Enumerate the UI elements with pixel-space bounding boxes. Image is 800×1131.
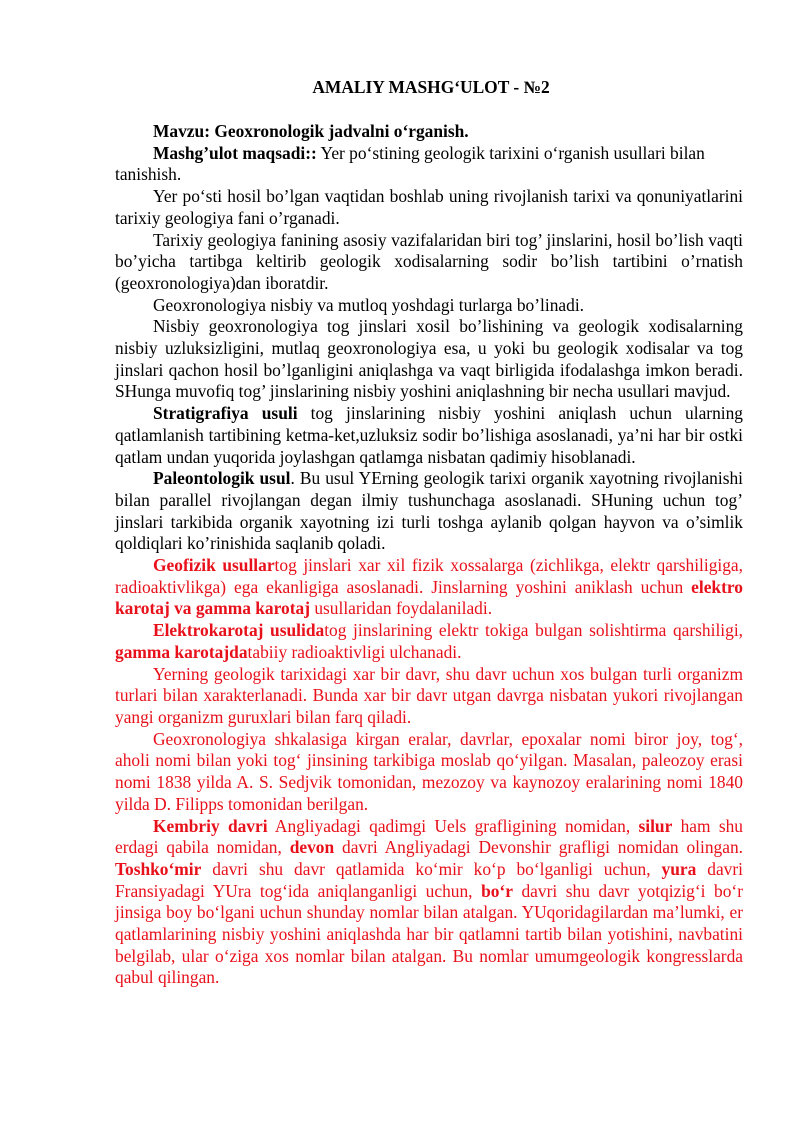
paragraph-periods: Yerning geologik tarixidagi xar bir davr, shu davr uchun xos bulgan turli organizm turlari bilan xarakterlanadi. Bunda xar bir davr utgan davrga nisbatan yukori rivojlangan yangi organizm guruxlari bilan farq qiladi. (115, 663, 743, 727)
stratigraphy-text: tog jinslarining nisbiy yoshini aniqlash uchun ularning qatlamlanish tartibining ketma-ket,uzluksiz sodir bo’lishiga asoslanadi, ya’ni har bir ostki qatlam undan yuqorida joylashgan qatlamga nisbatan qadimiy hisoblanadi. (115, 403, 743, 467)
carboniferous-term: Toshko‘mir (115, 858, 202, 879)
jurassic-term: yura (661, 858, 697, 879)
page-title: AMALIY MASHG‘ULOT - №2 (312, 77, 550, 97)
cambrian-term: Kembriy davri (153, 815, 268, 836)
goal-paragraph (115, 143, 743, 186)
geophysics-term: Geofizik usullar (153, 555, 275, 576)
period-text-3: davri Angliyadagi Devonshir grafligi nomidan olingan. (334, 837, 743, 858)
period-text-1: Angliyadagi qadimgi Uels grafligining nomidan, (267, 815, 639, 836)
geophysics-text-end: usullaridan foydalaniladi. (309, 598, 493, 619)
goal-colon: : (311, 142, 317, 163)
paragraph-scale: Geoxronologiya shkalasiga kirgan eralar, davrlar, epoxalar nomi biror joy, tog‘, aholi nomi bilan yoki tog‘ jinsining tarkibiga moslab qo‘yilgan. Masalan, paleozoy erasi nomi 1838 yilda A. S. Sedjvik tomonidan, mezozoy va kaynozoy eralarining nomi 1840 yilda D. Filipps tomonidan berilgan. (115, 728, 743, 814)
paragraph-relative: Nisbiy geoxronologiya tog jinslari xosil bo’lishining va geologik xodisalarning nisbiy uzluksizligini, mutlaq geoxronologiya esa, u yoki bu geologik xodisalar va tog jinslari qachon hosil bo’lganligini aniqlashga va vaqt birligida ifodalashga imkon beradi. SHunga muvofiq tog’ jinslarining nisbiy yoshini aniqlashning bir necha usullari mavjud. (115, 316, 743, 402)
paragraph-paleontology (115, 468, 743, 555)
paragraph-period-names (115, 816, 743, 990)
gamma-logging-term: gamma karotajda (115, 641, 248, 662)
geophysics-text: tog jinslari xar xil fizik xossalarga (zichlikga, elektr qarshiligiga, radioaktivlikga) ega ekanligiga asoslanadi. Jinslarning yoshini aniklash uchun (115, 555, 743, 597)
paleontology-term: Paleontologik usul (153, 468, 291, 489)
cretaceous-term: bo‘r (481, 880, 513, 901)
paragraph-intro: Yer po‘sti hosil bo’lgan vaqtidan boshlab uning rivojlanish tarixi va qonuniyatlarini tarixiy geologiya fani o’rganadi. (115, 186, 743, 228)
stratigraphy-term: Stratigrafiya usuli (153, 403, 298, 424)
period-text-5: davri Fransiyadagi YUra tog‘ida aniqlanganligi uchun, (115, 858, 743, 901)
silurian-term: silur (638, 815, 673, 836)
electrologging-text: tog jinslarining elektr tokiga bulgan solishtirma qarshiligi, (324, 620, 743, 641)
paragraph-geophysics (115, 555, 743, 620)
topic-line (115, 121, 743, 143)
paragraph-types: Geoxronologiya nisbiy va mutloq yoshdagi turlarga bo’linadi. (153, 294, 584, 315)
period-text-4: davri shu davr qatlamida ko‘mir ko‘p bo‘lganligi uchun, (201, 858, 662, 879)
document-body (115, 121, 743, 989)
paragraph-electrologging (115, 620, 743, 663)
paleontology-text: . Bu usul YErning geologik tarixi organik xayotning rivojlanishi bilan parallel rivojlangan degan ilmiy tushunchaga asoslanadi. SHuning uchun tog’ jinslari tarkibida organik xayotning izi turli toshga aylanib qolgan hayvon va o’simlik qoldiqlari ko’rinishida saqlanib qoladi. (115, 468, 743, 554)
geophysics-methods: elektro karotaj va gamma karotaj (115, 576, 743, 619)
period-text-6: davri shu davr yotqizig‘i bo‘r jinsiga boy bo‘lgani uchun shunday nomlar bilan atalgan. YUqoridagilardan ma’lumki, er qatlamlarining nisbiy yoshini aniqlashda har bir qatlamni tartib bilan yotishini, navbatini belgilab, ular o‘ziga xos nomlar bilan atalgan. Bu nomlar umumgeologik kongresslarda qabul qilingan. (115, 880, 743, 988)
paragraph-task: Tarixiy geologiya fanining asosiy vazifalaridan biri tog’ jinslarini, hosil bo’lish vaqti bo’yicha tartibga keltirib geologik xodisalarning sodir bo’lish tartibini o’rnatish (geoxronologiya)dan iboratdir. (115, 229, 743, 293)
electrologging-text-end: tabiiy radioaktivligi ulchanadi. (247, 641, 462, 662)
topic-text: Mavzu: Geoxronologik jadvalni o‘rganish. (153, 121, 469, 141)
devonian-term: devon (289, 837, 335, 858)
goal-text: Yer po‘stining geologik tarixini o‘rganish usullari bilan tanishish. (115, 142, 705, 185)
period-text-2: ham shu erdagi qabila nomidan, (115, 815, 744, 858)
goal-label: Mashg’ulot maqsadi: (153, 142, 311, 163)
paragraph-stratigraphy (115, 403, 743, 468)
electrologging-term: Elektrokarotaj usulida (153, 620, 325, 641)
